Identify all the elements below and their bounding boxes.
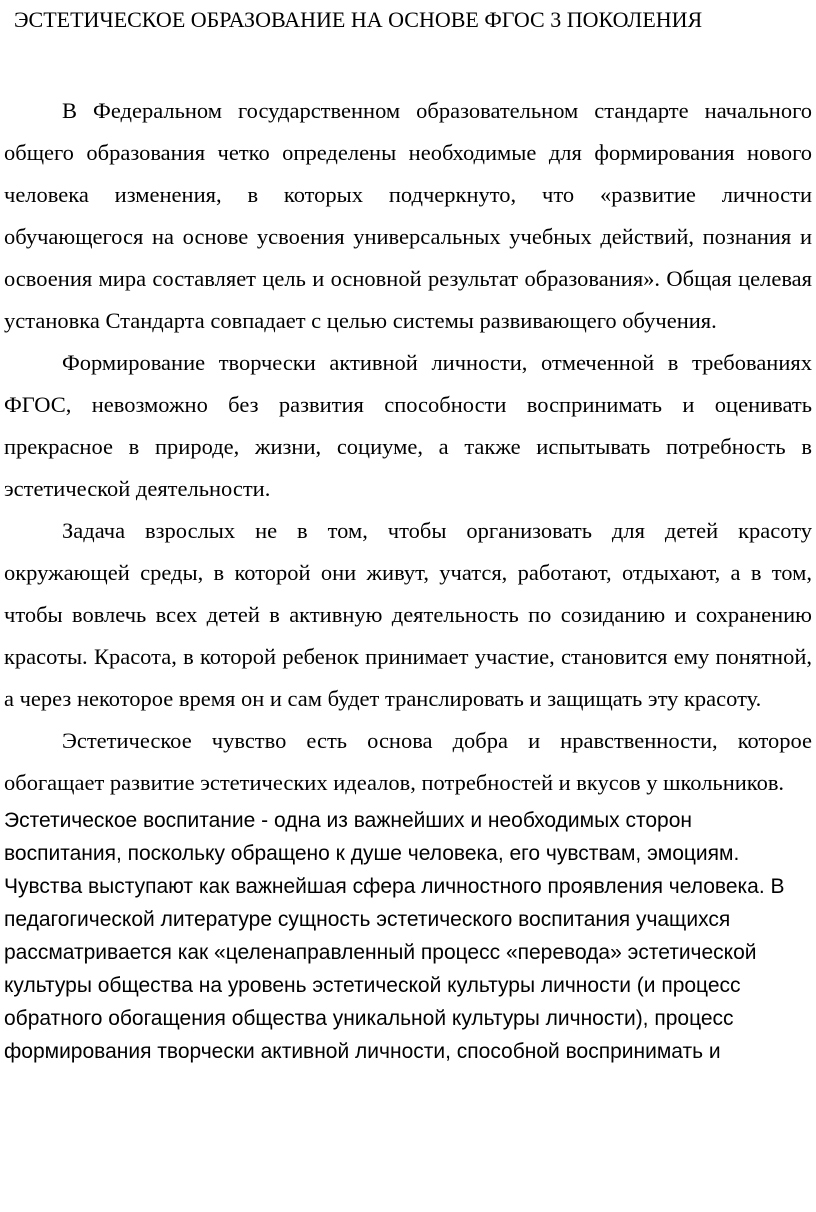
document-title: ЭСТЕТИЧЕСКОЕ ОБРАЗОВАНИЕ НА ОСНОВЕ ФГОС 3 ПОКОЛЕНИЯ bbox=[14, 7, 703, 32]
document-body bbox=[4, 90, 812, 804]
paragraph-5: Эстетическое воспитание - одна из важнейших и необходимых сторон воспитания, поскольку обращено к душе человека, его чувствам, эмоциям. Чувства выступают как важнейшая сфера личностного проявления человека. В педагогической литературе сущность эстетического воспитания учащихся рассматривается как «целенаправленный процесс «перевода» эстетической культуры общества на уровень эстетической культуры личности (и процесс обратного обогащения общества уникальной культуры личности), процесс формирования творчески активной личности, способной воспринимать и bbox=[4, 809, 785, 1063]
paragraph-3: Задача взрослых не в том, чтобы организовать для детей красоту окружающей среды, в которой они живут, учатся, работают, отдыхают, а в том, чтобы вовлечь всех детей в активную деятельность по созиданию и сохранению красоты. Красота, в которой ребенок принимает участие, становится ему понятной, а через некоторое время он и сам будет транслировать и защищать эту красоту. bbox=[4, 518, 812, 711]
paragraph-4: Эстетическое чувство есть основа добра и нравственности, которое обогащает развитие эстетических идеалов, потребностей и вкусов у школьников. bbox=[4, 728, 812, 795]
paragraph-2: Формирование творчески активной личности, отмеченной в требованиях ФГОС, невозможно без развития способности воспринимать и оценивать прекрасное в природе, жизни, социуме, а также испытывать потребность в эстетической деятельности. bbox=[4, 350, 812, 501]
paragraph-1: В Федеральном государственном образовательном стандарте начального общего образования четко определены необходимые для формирования нового человека изменения, в которых подчеркнуто, что «развитие личности обучающегося на основе усвоения универсальных учебных действий, познания и освоения мира составляет цель и основной результат образования». Общая целевая установка Стандарта совпадает с целью системы развивающего обучения. bbox=[4, 98, 812, 333]
